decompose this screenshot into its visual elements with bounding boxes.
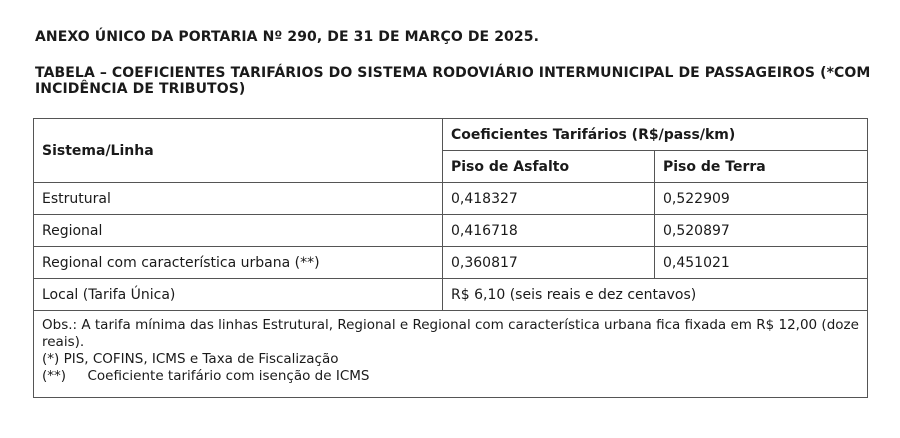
- tax-note: (*) PIS, COFINS, ICMS e Taxa de Fiscalização: [42, 351, 339, 367]
- table-row: [34, 215, 868, 247]
- notes-cell: [34, 311, 868, 398]
- header-coefficients: Coeficientes Tarifários (R$/pass/km): [443, 119, 868, 151]
- header-system: Sistema/Linha: [34, 119, 443, 183]
- row-system: Estrutural: [34, 183, 443, 215]
- header-asphalt: Piso de Asfalto: [443, 151, 655, 183]
- obs-note: Obs.: A tarifa mínima das linhas Estrutural, Regional e Regional com característica urbana fica fixada em R$ 12,00 (doze reais).: [42, 317, 859, 350]
- row-local-value: R$ 6,10 (seis reais e dez centavos): [443, 279, 868, 311]
- row-asphalt: 0,416718: [443, 215, 655, 247]
- row-asphalt: 0,360817: [443, 247, 655, 279]
- header-dirt: Piso de Terra: [655, 151, 868, 183]
- row-dirt: 0,451021: [655, 247, 868, 279]
- row-system: Local (Tarifa Única): [34, 279, 443, 311]
- row-system: Regional com característica urbana (**): [34, 247, 443, 279]
- table-notes-row: [34, 311, 868, 398]
- row-dirt: 0,522909: [655, 183, 868, 215]
- tariff-table: [33, 118, 868, 398]
- annex-title: ANEXO ÚNICO DA PORTARIA Nº 290, DE 31 DE MARÇO DE 2025.: [35, 29, 539, 45]
- icms-note: (**) Coeficiente tarifário com isenção de ICMS: [42, 368, 370, 384]
- table-row: [34, 183, 868, 215]
- table-row: [34, 247, 868, 279]
- table-title: TABELA – COEFICIENTES TARIFÁRIOS DO SISTEMA RODOVIÁRIO INTERMUNICIPAL DE PASSAGEIROS (*COM INCIDÊNCIA DE TRIBUTOS): [35, 65, 871, 97]
- table-header-row: [34, 119, 868, 151]
- row-asphalt: 0,418327: [443, 183, 655, 215]
- row-dirt: 0,520897: [655, 215, 868, 247]
- row-system: Regional: [34, 215, 443, 247]
- table-row-local: [34, 279, 868, 311]
